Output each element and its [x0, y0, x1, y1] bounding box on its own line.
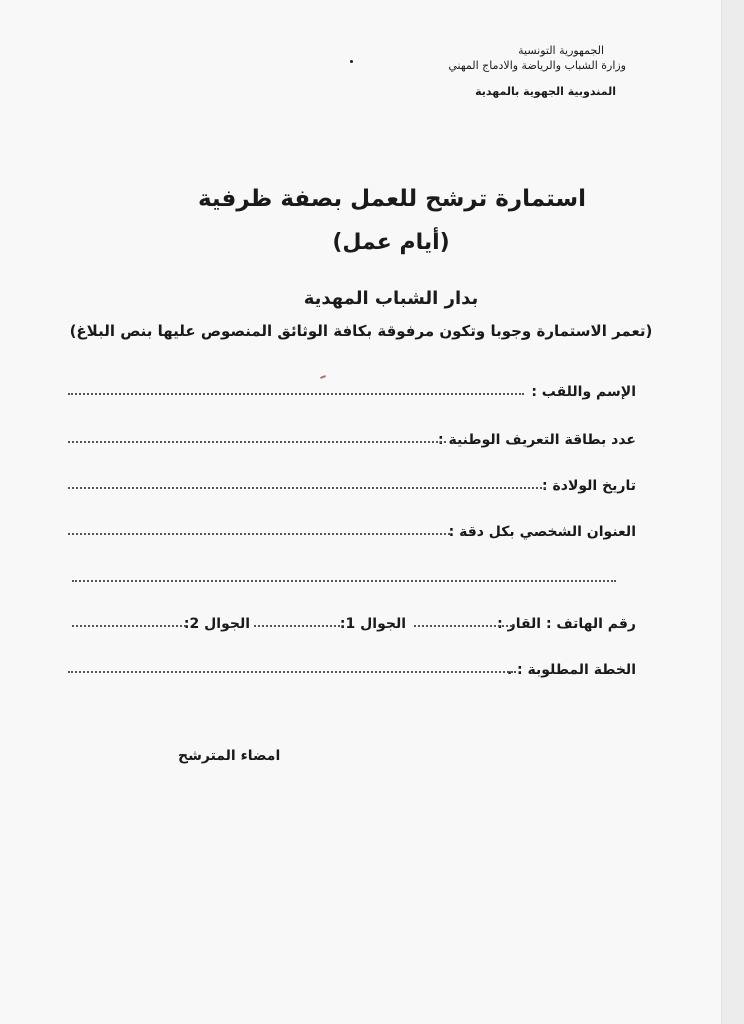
birth-date-fill-line[interactable] — [68, 487, 546, 489]
instructions-note: (تعمر الاستمارة وجوبا وتكون مرفوقة بكافة الوثائق المنصوص عليها بنص البلاغ) — [69, 322, 653, 340]
position-label: الخطة المطلوبة : . — [506, 662, 636, 678]
mobile1-label: الجوال 1: — [339, 616, 406, 632]
venue-title: بدار الشباب المهدية — [303, 288, 479, 309]
birth-date-field[interactable] — [68, 472, 636, 494]
mobile1-fill-line[interactable] — [254, 625, 340, 627]
position-fill-line[interactable] — [68, 671, 516, 673]
form-title: استمارة ترشح للعمل بصفة ظرفية — [197, 186, 587, 212]
address-field[interactable] — [68, 518, 636, 540]
birth-date-label: تاريخ الولادة : — [542, 478, 636, 494]
landline-fill-line[interactable] — [414, 625, 512, 627]
mobile2-label: الجوال 2: — [183, 616, 250, 632]
name-fill-line[interactable] — [68, 393, 524, 395]
ministry-name: وزارة الشباب والرياضة والادماج المهني — [448, 59, 626, 72]
name-label: الإسم واللقب : — [531, 384, 636, 400]
address-fill-line[interactable] — [68, 533, 450, 535]
id-card-field[interactable] — [68, 426, 636, 448]
name-field[interactable] — [68, 378, 636, 400]
mobile2-fill-line[interactable] — [72, 625, 186, 627]
id-card-label: عدد بطاقة التعريف الوطنية : — [438, 432, 636, 448]
address-label: العنوان الشخصي بكل دقة : — [448, 524, 636, 540]
address-continuation-line[interactable] — [72, 568, 616, 582]
official-header — [448, 44, 626, 99]
candidate-signature-label: امضاء المترشح — [178, 748, 281, 764]
phone-label: رقم الهاتف : القار : — [497, 616, 636, 632]
phone-field[interactable] — [68, 610, 636, 632]
form-subtitle: (أيام عمل) — [332, 230, 450, 255]
position-field[interactable] — [68, 656, 636, 678]
regional-delegation: المندوبية الجهوية بالمهدية — [475, 85, 616, 98]
republic-name: الجمهورية التونسية — [518, 44, 604, 57]
id-card-fill-line[interactable] — [68, 441, 446, 443]
ink-dot — [350, 60, 353, 63]
